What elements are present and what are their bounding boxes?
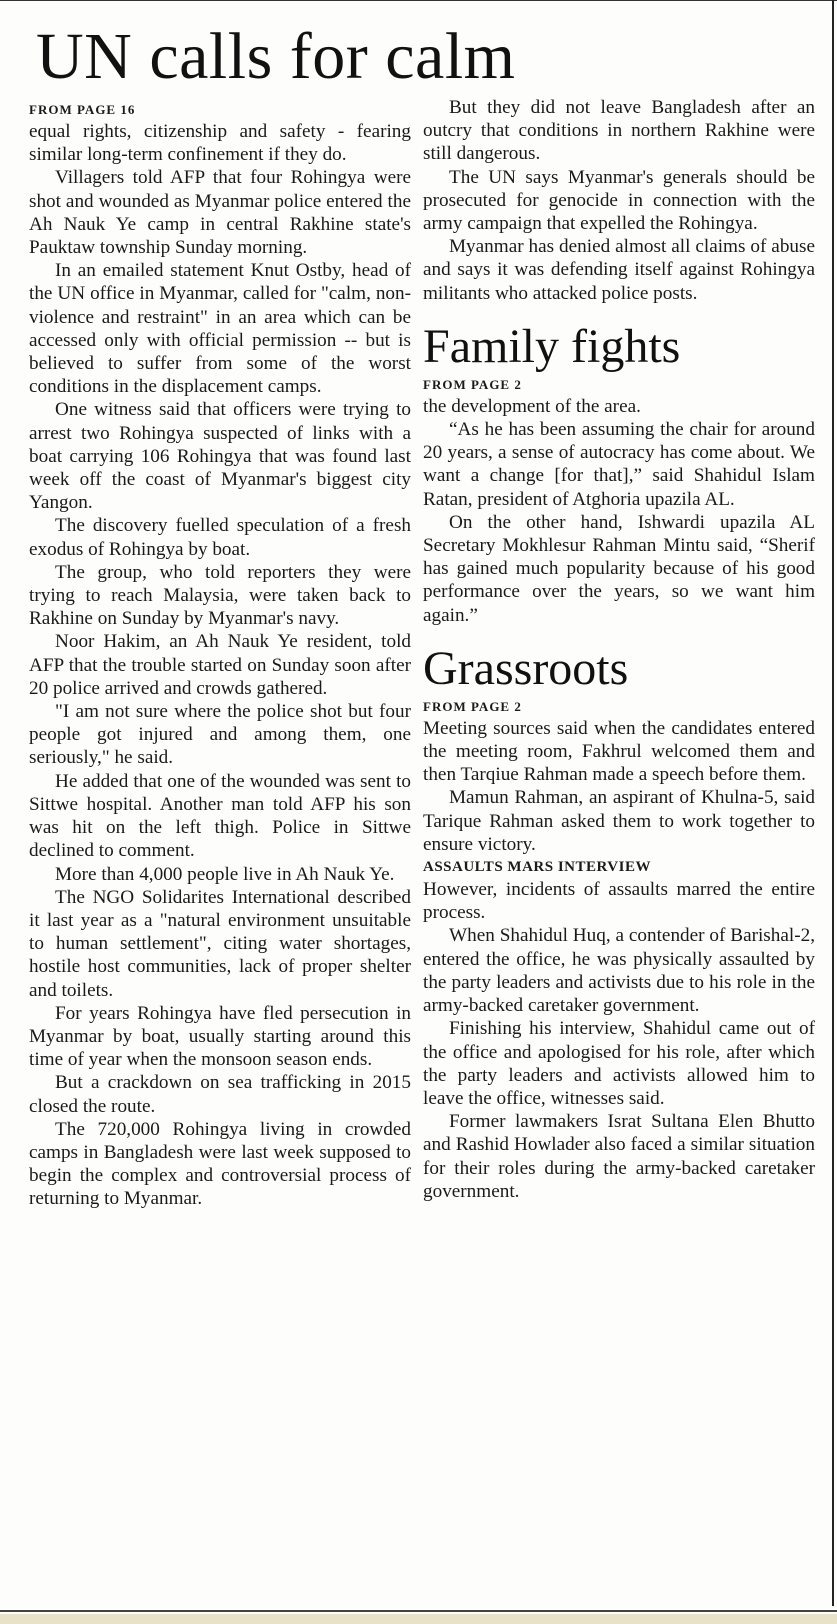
grassroots-paragraph: Former lawmakers Israt Sultana Elen Bhutto and Rashid Howlader also faced a similar situation for their roles during the army-backed caretaker government. bbox=[423, 1111, 815, 1202]
main-story-paragraph: One witness said that officers were trying to arrest two Rohingya suspected of links with a boat carrying 106 Rohingya that was found last week off the coast of Myanmar's biggest city Yangon. bbox=[29, 399, 411, 514]
family-fights-paragraph: “As he has been assuming the chair for around 20 years, a sense of autocracy has come about. We want a change [for that],” said Shahidul Islam Ratan, president of Atghoria upazila AL. bbox=[423, 419, 815, 510]
main-story-paragraph: The discovery fuelled speculation of a fresh exodus of Rohingya by boat. bbox=[29, 515, 411, 560]
grassroots-paragraph: Meeting sources said when the candidates entered the meeting room, Fakhrul welcomed them and then Tarqiue Rahman made a speech before them. bbox=[423, 717, 815, 786]
main-story-paragraph: In an emailed statement Knut Ostby, head of the UN office in Myanmar, called for "calm, non-violence and restraint" in an area which can be accessed only with official permission -- but is believed to suffer from some of the worst conditions in the displacement camps. bbox=[29, 260, 411, 398]
main-story-paragraph: The group, who told reporters they were trying to reach Malaysia, were taken back to Rakhine on Sunday by Myanmar's navy. bbox=[29, 561, 411, 630]
family-fights-jump-line: FROM PAGE 2 bbox=[423, 376, 522, 392]
main-story-paragraph: Noor Hakim, an Ah Nauk Ye resident, told AFP that the trouble started on Sunday soon after 20 police arrived and crowds gathered. bbox=[29, 631, 411, 699]
bottom-color-strip bbox=[0, 1614, 837, 1624]
main-story-paragraph: Myanmar has denied almost all claims of abuse and says it was defending itself against Rohingya militants who attacked police posts. bbox=[423, 236, 815, 304]
grassroots-paragraph: However, incidents of assaults marred the entire process. bbox=[423, 879, 815, 924]
main-story-paragraph: The UN says Myanmar's generals should be prosecuted for genocide in connection with the army campaign that expelled the Rohingya. bbox=[423, 166, 815, 235]
main-story-paragraph: equal rights, citizenship and safety - fearing similar long-term confinement if they do. bbox=[29, 121, 411, 166]
bottom-rule bbox=[0, 1610, 837, 1612]
main-story-paragraph: "I am not sure where the police shot but four people got injured and among them, one seriously," he said. bbox=[29, 701, 411, 769]
main-headline: UN calls for calm bbox=[36, 20, 516, 93]
main-story-paragraph: But they did not leave Bangladesh after an outcry that conditions in northern Rakhine were still dangerous. bbox=[423, 97, 815, 165]
main-story-paragraph: He added that one of the wounded was sent to Sittwe hospital. Another man told AFP his son was hit on the left thigh. Police in Sittwe declined to comment. bbox=[29, 770, 411, 862]
grassroots-headline: Grassroots bbox=[423, 641, 629, 695]
main-story-jump-line: FROM PAGE 16 bbox=[29, 102, 136, 117]
grassroots-paragraph: Mamun Rahman, an aspirant of Khulna-5, said Tarique Rahman asked them to work together to ensure victory. bbox=[423, 787, 815, 855]
main-story-paragraph: The NGO Solidarites International described it last year as a "natural environment unsuitable to human settlement", citing water shortages, hostile host communities, lack of proper shelter and toilets. bbox=[29, 886, 411, 1001]
family-fights-headline: Family fights bbox=[423, 319, 681, 373]
main-story-paragraph: For years Rohingya have fled persecution in Myanmar by boat, usually starting around this time of year when the monsoon season ends. bbox=[29, 1002, 411, 1071]
grassroots-paragraph: Finishing his interview, Shahidul came out of the office and apologised for his role, after which the party leaders and activists allowed him to leave the office, witnesses said. bbox=[423, 1018, 815, 1109]
grassroots-subhead: ASSAULTS MARS INTERVIEW bbox=[423, 859, 651, 876]
top-rule bbox=[0, 0, 837, 1]
family-fights-paragraph: the development of the area. bbox=[423, 395, 641, 417]
grassroots-jump-line: FROM PAGE 2 bbox=[423, 698, 522, 714]
family-fights-paragraph: On the other hand, Ishwardi upazila AL Secretary Mokhlesur Rahman Mintu said, “Sherif has gained much popularity because of his good performance over the years, so we want him again.” bbox=[423, 511, 815, 626]
right-border-rule bbox=[832, 0, 834, 1606]
main-story-column-left bbox=[29, 100, 411, 1211]
main-story-paragraph: Villagers told AFP that four Rohingya were shot and wounded as Myanmar police entered the Ah Nauk Ye camp in central Rakhine state's Pauktaw township Sunday morning. bbox=[29, 167, 411, 259]
main-story-paragraph: More than 4,000 people live in Ah Nauk Ye. bbox=[55, 863, 395, 885]
main-story-paragraph: But a crackdown on sea trafficking in 2015 closed the route. bbox=[29, 1072, 411, 1117]
grassroots-paragraph: When Shahidul Huq, a contender of Barishal-2, entered the office, he was physically assaulted by the party leaders and activists due to his role in the army-backed caretaker government. bbox=[423, 925, 815, 1017]
main-story-paragraph: The 720,000 Rohingya living in crowded camps in Bangladesh were last week supposed to begin the complex and controversial process of returning to Myanmar. bbox=[29, 1118, 411, 1210]
right-column bbox=[423, 96, 815, 1203]
